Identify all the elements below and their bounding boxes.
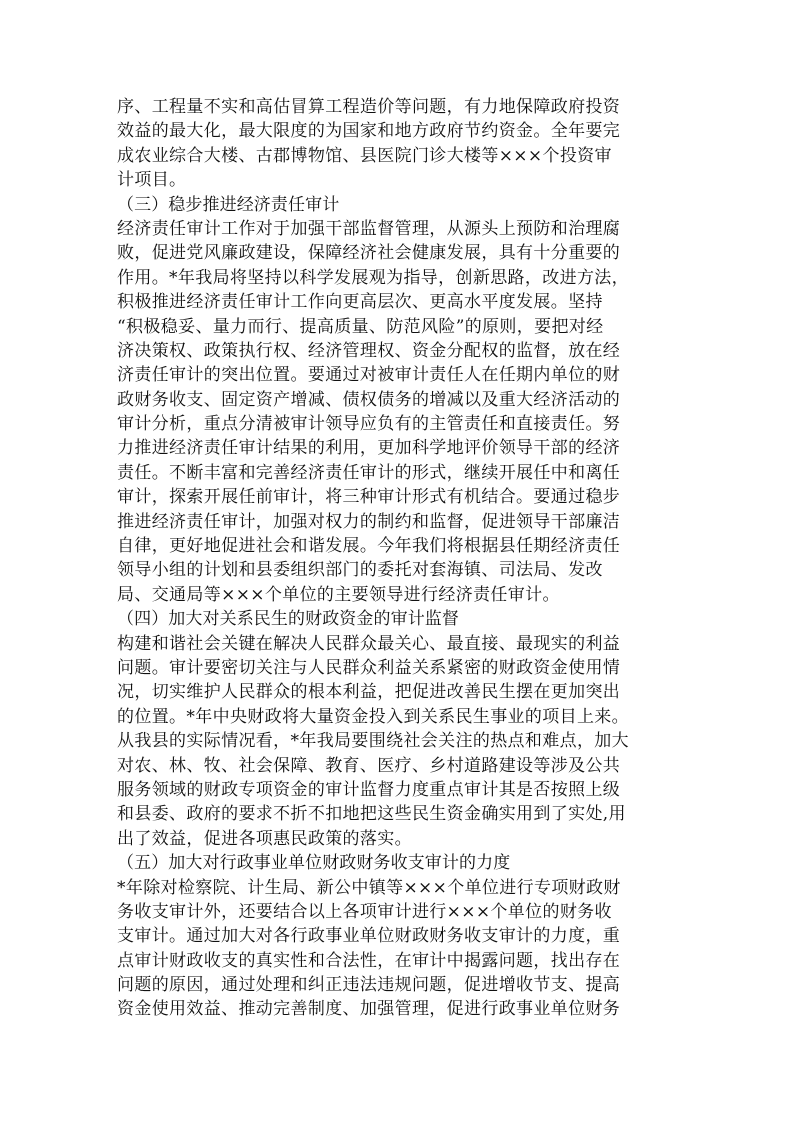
- text-line: 济责任审计的突出位置。要通过对被审计责任人在任期内单位的财: [117, 365, 621, 386]
- text-line: 点审计财政收支的真实性和合法性，在审计中揭露问题，找出存在: [117, 950, 621, 971]
- text-line: 对农、林、牧、社会保障、教育、医疗、乡村道路建设等涉及公共: [117, 755, 621, 776]
- text-line: 局、交通局等×××个单位的主要领导进行经济责任审计。: [117, 584, 560, 605]
- paragraph-investment-audit: [117, 95, 680, 193]
- text-line: *年除对检察院、计生局、新公中镇等×××个单位进行专项财政财: [117, 877, 621, 898]
- text-line: 构建和谐社会关键在解决人民群众最关心、最直接、最现实的利益: [117, 633, 621, 654]
- text-line: 济决策权、政策执行权、经济管理权、资金分配权的监督，放在经: [117, 340, 621, 361]
- text-line: 从我县的实际情况看，*年我局要围绕社会关注的热点和难点，加大: [117, 731, 629, 752]
- text-line: 资金使用效益、推动完善制度、加强管理，促进行政事业单位财务: [117, 999, 621, 1020]
- text-line: 政财务收支、固定资产增减、债权债务的增减以及重大经济活动的: [117, 389, 621, 410]
- text-line: 败，促进党风廉政建设，保障经济社会健康发展，具有十分重要的: [117, 243, 621, 264]
- text-line: 积极推进经济责任审计工作向更高层次、更高水平度发展。坚持: [117, 292, 603, 313]
- paragraph-economic-responsibility: [117, 217, 680, 607]
- text-line: 效益的最大化，最大限度的为国家和地方政府节约资金。全年要完: [117, 121, 621, 142]
- text-line: 成农业综合大楼、古郡博物馆、县医院门诊大楼等×××个投资审: [117, 145, 612, 166]
- text-line: 力推进经济责任审计结果的利用，更加科学地评价领导干部的经济: [117, 438, 621, 459]
- section-heading-4: （四）加大对关系民生的财政资金的审计监督: [117, 609, 459, 630]
- text-line: 问题的原因，通过处理和纠正违法违规问题，促进增收节支、提高: [117, 975, 621, 996]
- text-line: 自律，更好地促进社会和谐发展。今年我们将根据县任期经济责任: [117, 536, 621, 557]
- text-line: 出了效益，促进各项惠民政策的落实。: [117, 828, 412, 849]
- text-line: 和县委、政府的要求不折不扣地把这些民生资金确实用到了实处,用: [117, 804, 626, 825]
- text-line: 序、工程量不实和高估冒算工程造价等问题，有力地保障政府投资: [117, 97, 621, 117]
- text-line: 计项目。: [117, 170, 187, 191]
- text-line: 支审计。通过加大对各行政事业单位财政财务收支审计的力度，重: [117, 926, 621, 947]
- text-line: 问题。审计要密切关注与人民群众利益关系紧密的财政资金使用情: [117, 657, 621, 678]
- text-line: 况，切实维护人民群众的根本利益，把促进改善民生摆在更加突出: [117, 682, 621, 703]
- text-line: 务收支审计外，还要结合以上各项审计进行×××个单位的财务收: [117, 901, 612, 922]
- text-line: 领导小组的计划和县委组织部门的委托对套海镇、司法局、发改: [117, 560, 603, 581]
- text-line: “积极稳妥、量力而行、提高质量、防范风险”的原则，要把对经: [117, 316, 604, 337]
- text-line: 推进经济责任审计，加强对权力的制约和监督，促进领导干部廉洁: [117, 511, 621, 532]
- text-line: 作用。*年我局将坚持以科学发展观为指导，创新思路，改进方法，: [117, 267, 629, 288]
- text-line: 服务领域的财政专项资金的审计监督力度重点审计其是否按照上级: [117, 779, 621, 800]
- text-line: 经济责任审计工作对于加强干部监督管理，从源头上预防和治理腐: [117, 218, 621, 239]
- text-line: 责任。不断丰富和完善经济责任审计的形式，继续开展任中和离任: [117, 462, 621, 483]
- paragraph-livelihood-funds: [117, 632, 680, 852]
- text-line: 的位置。*年中央财政将大量资金投入到关系民生事业的项目上来。: [117, 706, 629, 727]
- section-heading-5: （五）加大对行政事业单位财政财务收支审计的力度: [117, 853, 511, 874]
- document-page: [117, 95, 680, 1022]
- text-line: 审计分析，重点分清被审计领导应负有的主管责任和直接责任。努: [117, 414, 621, 435]
- text-line: 审计，探索开展任前审计，将三种审计形式有机结合。要通过稳步: [117, 487, 621, 508]
- paragraph-admin-units-audit: [117, 876, 680, 1022]
- section-heading-3: （三）稳步推进经济责任审计: [117, 194, 340, 215]
